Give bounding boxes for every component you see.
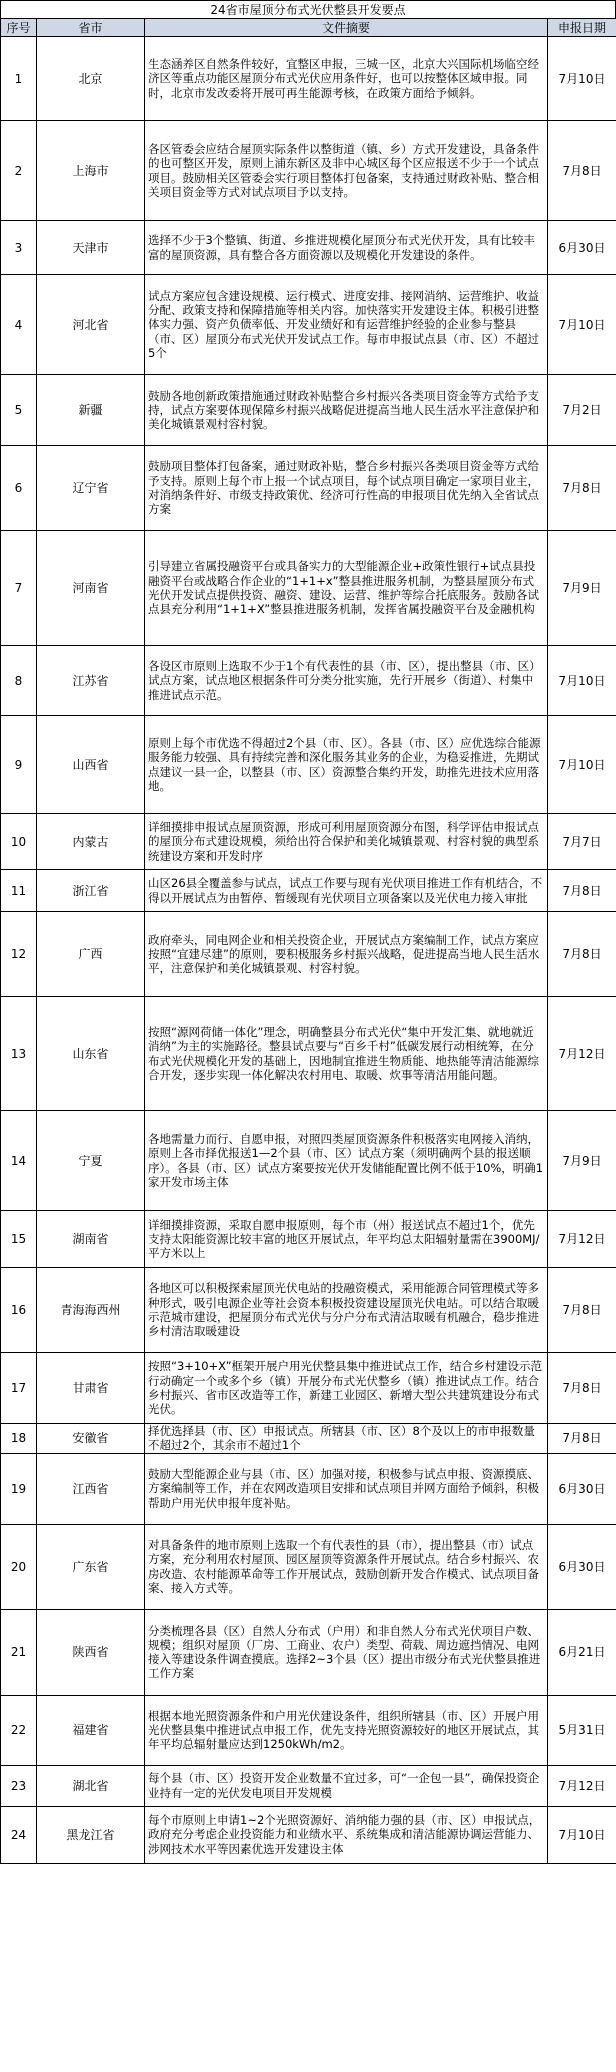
row-date: 7月8日 (548, 121, 616, 221)
row-province: 广东省 (37, 1524, 145, 1609)
row-seq: 3 (1, 221, 37, 275)
row-summary: 政府牵头，同电网企业和相关投资企业，开展试点方案编制工作，试点方案应按照“宜建尽建”的原则，要积极服务乡村振兴战略，促进提高当地人民生活水平，注意保护和美化城镇景观、村容村貌。 (145, 912, 548, 997)
row-summary: 分类梳理各县（区）自然人分布式（户用）和非自然人分布式光伏项目户数、规模；组织对屋顶（厂房、工商业、农户）类型、荷载、周边遮挡情况、电网接入等建设条件调查摸底。选择2~3个县（区）提出市级分布式光伏整县推进工作方案 (145, 1609, 548, 1695)
row-date: 6月30日 (548, 1524, 616, 1609)
header-row (1, 19, 616, 37)
row-summary: 择优选择县（市、区）申报试点。所辖县（市、区）8个及以上的市申报数量不超过2个，其余市不超过1个 (145, 1424, 548, 1454)
row-seq: 5 (1, 375, 37, 446)
row-province: 天津市 (37, 221, 145, 275)
row-seq: 15 (1, 1211, 37, 1268)
table-row (1, 646, 616, 716)
row-seq: 8 (1, 646, 37, 716)
row-summary: 按照“源网荷储一体化”理念，明确整县分布式光伏“集中开发汇集、就地就近消纳”为主的实施路径。整县试点要与“百乡千村”低碳发展行动相统筹，在分布式光伏规模化开发的基础上，因地制宜推进生物质能、地热能等清洁能源综合开发，逐步实现一体化解决农村用电、取暖、炊事等清洁用能问题。 (145, 997, 548, 1111)
header-summary: 文件摘要 (145, 19, 548, 37)
row-summary: 鼓励各地创新政策措施通过财政补贴整合乡村振兴各类项目资金等方式给予支持，试点方案要体现保障乡村振兴战略促进提高当地人民生活水平注意保护和美化城镇景观村容村貌。 (145, 375, 548, 446)
row-province: 山西省 (37, 716, 145, 814)
table-row (1, 221, 616, 275)
header-province: 省市 (37, 19, 145, 37)
row-province: 安徽省 (37, 1424, 145, 1454)
table-row (1, 121, 616, 221)
header-seq: 序号 (1, 19, 37, 37)
row-date: 7月10日 (548, 646, 616, 716)
row-summary: 详细摸排资源，采取自愿申报原则，每个市（州）报送试点不超过1个，优先支持太阳能资源比较丰富的地区开展试点，年平均总太阳辐射量需在3900MJ/平方米以上 (145, 1211, 548, 1268)
row-seq: 13 (1, 997, 37, 1111)
row-province: 辽宁省 (37, 446, 145, 531)
row-seq: 7 (1, 531, 37, 646)
row-date: 7月9日 (548, 531, 616, 646)
row-date: 7月8日 (548, 870, 616, 912)
row-summary: 各设区市原则上选取不少于1个有代表性的县（市、区），提出整县（市、区）试点方案，试点地区根据条件可分类分批实施，先行开展乡（街道）、村集中推进试点示范。 (145, 646, 548, 716)
row-province: 新疆 (37, 375, 145, 446)
row-date: 6月21日 (548, 1609, 616, 1695)
row-date: 6月30日 (548, 1453, 616, 1524)
table-row (1, 531, 616, 646)
row-province: 山东省 (37, 997, 145, 1111)
table-row (1, 1424, 616, 1454)
row-seq: 1 (1, 37, 37, 121)
table-row (1, 1268, 616, 1353)
document-title: 24省市屋顶分布式光伏整县开发要点 (0, 0, 616, 18)
row-summary: 根据本地光照资源条件和户用光伏建设条件，组织所辖县（市、区）开展户用光伏整县集中推进试点申报工作，优先支持光照资源较好的地区开展试点，其年平均总辐射量应达到1250kWh/m2。 (145, 1695, 548, 1765)
row-seq: 11 (1, 870, 37, 912)
row-province: 黑龙江省 (37, 1806, 145, 1863)
row-seq: 17 (1, 1353, 37, 1424)
row-province: 湖北省 (37, 1765, 145, 1806)
row-summary: 选择不少于3个整镇、街道、乡推进规模化屋顶分布式光伏开发，具有比较丰富的屋顶资源，具有整合各方面资源以及规模化开发建设的条件。 (145, 221, 548, 275)
row-date: 7月9日 (548, 1111, 616, 1211)
table-row (1, 997, 616, 1111)
row-summary: 各地区可以积极探索屋顶光伏电站的投融资模式，采用能源合同管理模式等多种形式，吸引电源企业等社会资本积极投资建设屋顶光伏电站。可以结合取暖示范城市建设，把屋顶分布式光伏与分户分布式清洁取暖有机融合，稳步推进乡村清洁取暖建设 (145, 1268, 548, 1353)
policy-table (0, 18, 616, 1864)
row-date: 6月30日 (548, 221, 616, 275)
row-summary: 鼓励大型能源企业与县（市、区）加强对接，积极参与试点申报、资源摸底、方案编制等工作，并在农网改造项目安排和试点项目并网方面给予倾斜，积极帮助户用光伏申报年度补贴。 (145, 1453, 548, 1524)
row-seq: 6 (1, 446, 37, 531)
table-row (1, 275, 616, 375)
table-row (1, 37, 616, 121)
row-date: 7月12日 (548, 1211, 616, 1268)
row-summary: 每个县（市、区）投资开发企业数量不宜过多，可“一企包一县”，确保投资企业持有一定的光伏发电项目开发规模 (145, 1765, 548, 1806)
row-seq: 23 (1, 1765, 37, 1806)
table-row (1, 814, 616, 870)
row-date: 7月12日 (548, 1765, 616, 1806)
row-province: 江西省 (37, 1453, 145, 1524)
table-row (1, 1453, 616, 1524)
row-seq: 16 (1, 1268, 37, 1353)
row-province: 甘肃省 (37, 1353, 145, 1424)
row-date: 7月8日 (548, 1268, 616, 1353)
table-row (1, 446, 616, 531)
row-province: 福建省 (37, 1695, 145, 1765)
table-row (1, 912, 616, 997)
row-date: 7月12日 (548, 997, 616, 1111)
row-province: 河北省 (37, 275, 145, 375)
row-province: 陕西省 (37, 1609, 145, 1695)
row-date: 7月7日 (548, 814, 616, 870)
table-row (1, 1806, 616, 1863)
row-summary: 每个市原则上申请1~2个光照资源好、消纳能力强的县（市、区）申报试点，政府充分考虑企业投资能力和业绩水平、系统集成和清洁能源协调运营能力、涉网技术水平等因素优选开发建设主体 (145, 1806, 548, 1863)
row-date: 7月10日 (548, 37, 616, 121)
row-date: 7月10日 (548, 275, 616, 375)
row-summary: 生态涵养区自然条件较好，宜整区申报，三城一区，北京大兴国际机场临空经济区等重点功能区屋顶分布式光伏应用条件好，也可以按整体区域申报。同时，北京市发改委将开展可再生能源考核，在政策方面给予倾斜。 (145, 37, 548, 121)
table-row (1, 716, 616, 814)
row-province: 内蒙古 (37, 814, 145, 870)
row-summary: 鼓励项目整体打包备案，通过财政补贴，整合乡村振兴各类项目资金等方式给予支持。原则上每个市上报一个试点项目，每个试点项目确定一家项目业主，对消纳条件好、市级支持政策优、经济可行性高的申报项目优先纳入全省试点方案 (145, 446, 548, 531)
row-summary: 对具备条件的地市原则上选取一个有代表性的县（市），提出整县（市）试点方案，充分利用农村屋顶、园区屋顶等资源条件开展试点。结合乡村振兴、农房改造、农村能源革命等工作开展试点，鼓励创新开发合作模式、试点项目备案、接入方式等。 (145, 1524, 548, 1609)
row-date: 7月10日 (548, 1806, 616, 1863)
row-province: 上海市 (37, 121, 145, 221)
table-row (1, 870, 616, 912)
row-seq: 20 (1, 1524, 37, 1609)
row-date: 7月2日 (548, 375, 616, 446)
row-date: 5月31日 (548, 1695, 616, 1765)
row-seq: 4 (1, 275, 37, 375)
row-province: 河南省 (37, 531, 145, 646)
row-province: 广西 (37, 912, 145, 997)
table-row (1, 375, 616, 446)
row-summary: 各区管委会应结合屋顶实际条件以整街道（镇、乡）方式开发建设，具备条件的也可整区开发，原则上浦东新区及非中心城区每个区应报送不少于一个试点项目。鼓励相关区管委会实行项目整体打包备案，支持通过财政补贴、整合相关项目资金等方式对试点项目予以支持。 (145, 121, 548, 221)
table-row (1, 1353, 616, 1424)
row-seq: 14 (1, 1111, 37, 1211)
row-date: 7月8日 (548, 1353, 616, 1424)
row-summary: 引导建立省属投融资平台或具备实力的大型能源企业+政策性银行+试点县投融资平台或战略合作企业的“1+1+x”整县推进服务机制，为整县屋顶分布式光伏开发试点提供投资、融资、建设、运营、维护等综合托底服务。鼓励各试点县充分利用“1+1+X”整县推进服务机制，发挥省属投融资平台及金融机构 (145, 531, 548, 646)
row-seq: 21 (1, 1609, 37, 1695)
row-seq: 24 (1, 1806, 37, 1863)
row-province: 青海海西州 (37, 1268, 145, 1353)
table-row (1, 1765, 616, 1806)
row-province: 湖南省 (37, 1211, 145, 1268)
row-seq: 19 (1, 1453, 37, 1524)
row-summary: 按照“3+10+X”框架开展户用光伏整县集中推进试点工作，结合乡村建设示范行动确定一个或多个乡（镇）开展分布式光伏整乡（镇）推进试点工作。结合乡村振兴、省市区改造等工作，新建工业园区、新增大型公共建筑建设分布式光伏。 (145, 1353, 548, 1424)
row-summary: 山区26县全覆盖参与试点，试点工作要与现有光伏项目推进工作有机结合，不得以开展试点为由暂停、暂缓现有光伏项目立项备案以及光伏电力接入审批 (145, 870, 548, 912)
row-province: 浙江省 (37, 870, 145, 912)
row-summary: 原则上每个市优选不得超过2个县（市、区）。各县（市、区）应优选综合能源服务能力较强、具有持续完善和深化服务其业务的企业，为稳妥推进，先期试点建议一县一企，以整县（市、区）资源整合集约开发，助推先进技术应用落地。 (145, 716, 548, 814)
row-summary: 各地需量力而行、自愿申报，对照四类屋顶资源条件积极落实电网接入消纳，原则上各市择优报送1—2个县（市、区）试点方案（须明确两个县的报送顺序）。各县（市、区）试点方案要按光伏开发储能配置比例不低于10%，明确1家开发市场主体 (145, 1111, 548, 1211)
row-summary: 详细摸排申报试点屋顶资源，形成可利用屋顶资源分布图，科学评估申报试点的屋顶分布式建设规模，须给出符合保护和美化城镇景观、村容村貌的典型系统建设方案和开发时序 (145, 814, 548, 870)
row-seq: 12 (1, 912, 37, 997)
table-row (1, 1695, 616, 1765)
row-seq: 18 (1, 1424, 37, 1454)
row-province: 江苏省 (37, 646, 145, 716)
row-date: 7月8日 (548, 1424, 616, 1454)
row-seq: 2 (1, 121, 37, 221)
row-seq: 10 (1, 814, 37, 870)
row-summary: 试点方案应包含建设规模、运行模式、进度安排、接网消纳、运营维护、收益分配、政策支持和保障措施等相关内容。加快落实开发建设主体。积极引进整体实力强、资产负债率低、开发业绩好和有运营维护经验的企业参与整县（市、区）屋顶分布式光伏开发试点工作。每市申报试点县（市、区）不超过5个 (145, 275, 548, 375)
table-row (1, 1211, 616, 1268)
row-province: 宁夏 (37, 1111, 145, 1211)
table-row (1, 1111, 616, 1211)
table-row (1, 1609, 616, 1695)
row-seq: 22 (1, 1695, 37, 1765)
row-date: 7月8日 (548, 446, 616, 531)
row-province: 北京 (37, 37, 145, 121)
row-date: 7月8日 (548, 912, 616, 997)
row-date: 7月10日 (548, 716, 616, 814)
table-row (1, 1524, 616, 1609)
row-seq: 9 (1, 716, 37, 814)
header-date: 申报日期 (548, 19, 616, 37)
